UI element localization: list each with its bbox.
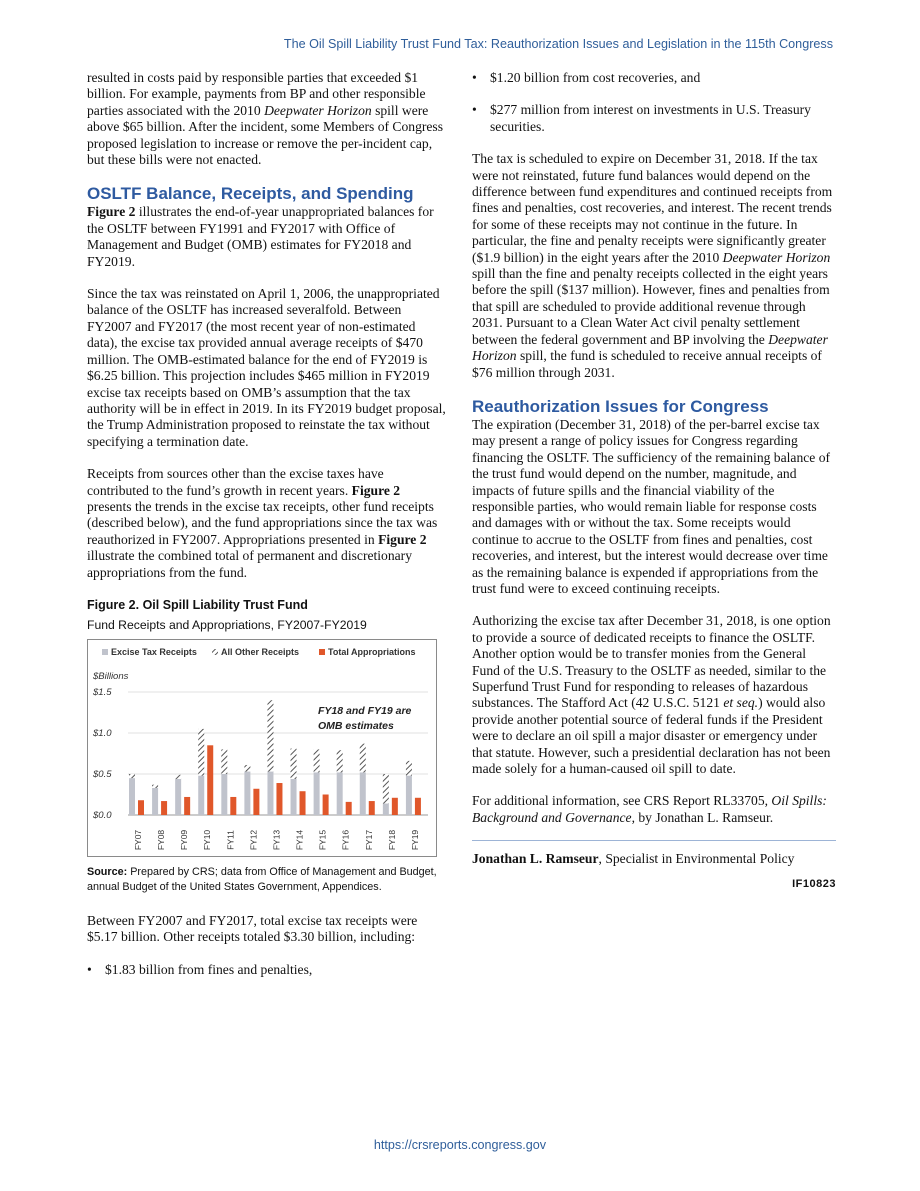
x-tick-label: FY17 <box>363 829 374 851</box>
list-item: • $277 million from interest on investments in U.S. Treasury securities. <box>472 102 811 134</box>
bar-excise-fy19 <box>406 776 412 815</box>
bar-appropriations-fy15 <box>323 794 329 815</box>
y-axis-unit-label: $Billions <box>93 670 129 682</box>
bar-appropriations-fy13 <box>276 783 282 815</box>
paragraph-additional-info: For additional information, see CRS Report RL33705, Oil Spills: Background and Governance, by Jonathan L. Ramseur. <box>472 793 827 825</box>
x-tick-label: FY18 <box>386 829 397 851</box>
x-tick-label: FY07 <box>133 829 143 851</box>
bar-excise-fy07 <box>129 778 135 815</box>
author-line: Jonathan L. Ramseur, Specialist in Environmental Policy <box>472 851 795 867</box>
bar-other-fy15 <box>314 749 320 772</box>
section-heading-balance: OSLTF Balance, Receipts, and Spending <box>87 184 414 204</box>
x-tick-label: FY13 <box>271 829 282 851</box>
x-tick-label: FY11 <box>225 830 236 850</box>
bar-excise-fy09 <box>175 779 181 815</box>
y-tick-label: $0.0 <box>93 809 112 821</box>
bar-other-fy09 <box>175 775 181 779</box>
bar-other-fy10 <box>198 729 204 776</box>
paragraph-cap-intro: resulted in costs paid by responsible parties that exceeded $1 billion. For example, payments from BP and other responsible parties associated with the 2010 Deepwater Horizon spill were above $65 billion. After the incident, some Members of Congress proposed legislation to increase or remove the per-incident cap, but these bills were not enacted. <box>87 70 444 168</box>
paragraph-totals: Between FY2007 and FY2017, total excise tax receipts were $5.17 billion. Other receipts totaled $3.30 billion, including: <box>87 912 418 945</box>
bar-other-fy19 <box>406 761 412 776</box>
bar-excise-fy16 <box>337 772 343 815</box>
bar-excise-fy13 <box>267 772 273 815</box>
bar-excise-fy15 <box>314 772 320 815</box>
figure-source: Source: Prepared by CRS; data from Office of Management and Budget, annual Budget of the United States Government, Appendices. <box>87 865 437 893</box>
receipts-list-continued <box>472 70 836 135</box>
footer-url[interactable]: https://crsreports.congress.gov <box>373 1138 547 1152</box>
y-tick-label: $1.5 <box>93 686 112 698</box>
bar-excise-fy12 <box>244 772 250 815</box>
bar-excise-fy17 <box>360 772 366 815</box>
bar-excise-fy10 <box>198 776 204 815</box>
bar-other-fy11 <box>221 749 227 774</box>
paragraph-expiration: The tax is scheduled to expire on December 31, 2018. If the tax were not reinstated, future fund balances would depend on the difference between fund expenditures and continued receipts from fines and penalties, cost recoveries, and interest. The recent trends for some of these receipts may not continue in the future. In particular, the fine and penalty receipts were significantly greater ($1.9 billion) in the eight years after the 2010 Deepwater Horizon spill than the fine and penalty receipts collected in the eight years before the spill ($137 million). However, fines and penalties from that spill are scheduled to provide additional revenue through 2031. Pursuant to a Clean Water Act civil penalty settlement between the federal government and BP involving the Deepwater Horizon spill, the fund is scheduled to receive annual receipts of $76 million through 2031. <box>472 151 833 380</box>
bar-excise-fy11 <box>221 774 227 815</box>
bar-other-fy13 <box>267 700 273 771</box>
bar-appropriations-fy07 <box>138 800 144 815</box>
left-column <box>87 70 447 994</box>
x-tick-label: FY09 <box>179 829 190 851</box>
bar-excise-fy14 <box>291 779 297 815</box>
bar-appropriations-fy10 <box>207 745 213 815</box>
section-heading-reauthorization: Reauthorization Issues for Congress <box>472 396 769 416</box>
x-tick-label: FY15 <box>317 829 328 851</box>
bar-other-fy18 <box>383 774 389 804</box>
y-tick-label: $1.0 <box>93 727 112 739</box>
running-header: The Oil Spill Liability Trust Fund Tax: Reauthorization Issues and Legislation in the 115th Congress <box>283 37 833 51</box>
bar-other-fy07 <box>129 774 135 778</box>
bar-other-fy17 <box>360 744 366 773</box>
bar-other-fy16 <box>337 750 343 772</box>
legend-label-other: All Other Receipts <box>221 646 300 657</box>
bar-appropriations-fy12 <box>253 789 259 815</box>
list-item: • $1.20 billion from cost recoveries, and <box>472 70 701 85</box>
paragraph-reinstated: Since the tax was reinstated on April 1, 2006, the unappropriated balance of the OSLTF has increased severalfold. Between FY2007 and FY2017 (the most recent year of non-estimated data), the excise tax provided annual average receipts of $470 million. The OMB-estimated balance for the end of FY2019 is $6.25 billion. This projection includes $465 million in FY2019 excise tax receipts based on OMB’s assumption that the tax authority will be in effect in 2019. In its FY2019 budget proposal, the Trump Administration proposed to reinstate the tax without specifying a termination date. <box>87 286 446 449</box>
x-axis <box>133 830 420 851</box>
right-column <box>472 70 836 892</box>
bar-appropriations-fy09 <box>184 797 190 815</box>
x-tick-label: FY12 <box>248 829 259 851</box>
bar-other-fy08 <box>152 785 158 788</box>
bar-appropriations-fy18 <box>392 798 398 815</box>
paragraph-options: Authorizing the excise tax after December 31, 2018, is one option to provide a source of dedicated receipts to finance the OSLTF. Another option would be to transfer monies from the General Fund of the U.S. Treasury to the OSLTF as needed, similar to the Superfund Trust Fund for responding to releases of hazardous substances. The Stafford Act (42 U.S.C. 5121 et seq.) would also provide another potential source of federal funds if the President were to declare an oil spill a major disaster or emergency under that statute. However, such a presidential declaration has not been made solely for a human-caused oil spill to date. <box>472 613 831 777</box>
bar-appropriations-fy14 <box>300 791 306 815</box>
bar-appropriations-fy11 <box>230 797 236 815</box>
chart-bars <box>129 700 421 815</box>
bar-appropriations-fy08 <box>161 801 167 815</box>
x-tick-label: FY19 <box>409 829 420 851</box>
bar-other-fy14 <box>291 749 297 779</box>
legend-swatch-other <box>212 649 218 655</box>
bar-other-fy12 <box>244 765 250 772</box>
legend-label-excise: Excise Tax Receipts <box>111 646 197 657</box>
list-item: • $1.83 billion from fines and penalties, <box>87 961 313 977</box>
bar-excise-fy08 <box>152 788 158 815</box>
bar-appropriations-fy16 <box>346 802 352 815</box>
receipts-list <box>87 962 447 978</box>
paragraph-figure2-intro: Figure 2 illustrates the end-of-year unappropriated balances for the OSLTF between FY1991 and FY2017 with Office of Management and Budget (OMB) estimates for FY2018 and FY2019. <box>87 204 434 269</box>
bar-appropriations-fy19 <box>415 798 421 815</box>
x-tick-label: FY16 <box>340 829 351 851</box>
bar-chart <box>88 640 436 856</box>
x-tick-label: FY14 <box>294 829 305 851</box>
document-id: IF10823 <box>792 877 836 890</box>
legend-label-appropriations: Total Appropriations <box>328 646 416 657</box>
bar-appropriations-fy17 <box>369 801 375 815</box>
chart-annotation-line1: FY18 and FY19 are <box>318 704 412 717</box>
y-tick-label: $0.5 <box>93 768 112 780</box>
legend-swatch-excise <box>102 649 108 655</box>
figure-2-chart <box>87 639 437 857</box>
figure-title: Figure 2. Oil Spill Liability Trust Fund <box>87 597 308 612</box>
figure-subtitle: Fund Receipts and Appropriations, FY2007-FY2019 <box>87 617 367 632</box>
chart-annotation-line2: OMB estimates <box>318 719 394 732</box>
x-tick-label: FY08 <box>156 829 167 851</box>
author-divider <box>472 840 836 841</box>
legend-swatch-appropriations <box>319 649 325 655</box>
chart-legend <box>102 647 416 657</box>
bar-excise-fy18 <box>383 803 389 814</box>
paragraph-policy-issues: The expiration (December 31, 2018) of the per-barrel excise tax may present a range of policy issues for Congress regarding financing the OSLTF. The sufficiency of the remaining balance of the trust fund would depend on the number, magnitude, and impacts of future spills and the financial viability of the responsible parties, who would remain liable for response costs and damages with or without the tax. Some receipts would continue to accrue to the OSLTF from fines and penalties, cost recoveries, and interest, but the interest would decrease over time as the remaining balance is expended if appropriations from the trust fund were to exceed continuing receipts. <box>472 416 831 596</box>
paragraph-other-receipts: Receipts from sources other than the excise taxes have contributed to the fund’s growth in recent years. Figure 2 presents the trends in the excise tax receipts, other fund receipts (described below), and the fund appropriations since the tax was reauthorized in FY2007. Appropriations presented in Figure 2 illustrate the combined total of permanent and discretionary appropriations from the fund. <box>87 466 438 580</box>
x-tick-label: FY10 <box>202 829 213 851</box>
